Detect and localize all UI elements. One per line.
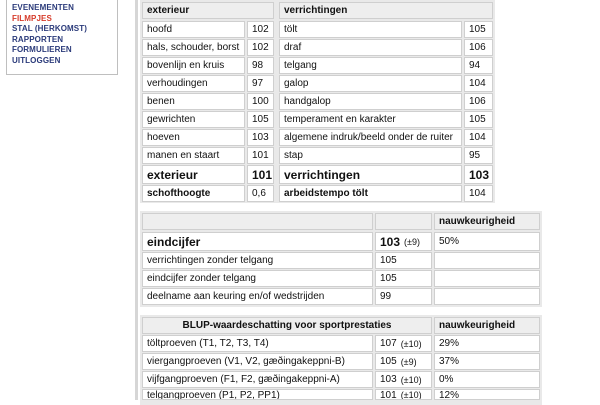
- exterieur-value: 102: [247, 21, 274, 38]
- verrichtingen-label: telgang: [279, 57, 462, 74]
- eindcijfer-label: eindcijfer: [142, 232, 373, 251]
- exterieur-label: verhoudingen: [142, 75, 245, 92]
- verrichtingen-value: 94: [464, 57, 493, 74]
- blup-row-margin: (±10): [400, 374, 422, 385]
- exterieur-value: 98: [247, 57, 274, 74]
- nav-item-stal[interactable]: STAL (HERKOMST): [12, 24, 87, 33]
- exterieur-value: 103: [247, 129, 274, 146]
- arbeidstempo-label: arbeidstempo tölt: [279, 185, 462, 202]
- verrichtingen-label: tölt: [279, 21, 462, 38]
- summary-row-label: deelname aan keuring en/of wedstrijden: [142, 288, 373, 305]
- exterieur-label: benen: [142, 93, 245, 110]
- eindcijfer-value: [375, 232, 432, 251]
- blup-row-label: töltproeven (T1, T2, T3, T4): [142, 335, 373, 352]
- content-divider: [135, 0, 138, 400]
- summary-row-accuracy: [434, 270, 540, 287]
- exterieur-label: hoofd: [142, 21, 245, 38]
- verrichtingen-label: draf: [279, 39, 462, 56]
- exterieur-header: exterieur: [142, 2, 274, 19]
- exterieur-label: hals, schouder, borst: [142, 39, 245, 56]
- blup-row-label: telgangproeven (P1, P2, PP1): [142, 389, 373, 400]
- verrichtingen-value: 104: [464, 129, 493, 146]
- summary-row-value: 105: [375, 270, 432, 287]
- nav-item-formulieren[interactable]: FORMULIEREN: [12, 45, 72, 54]
- blup-row-value: [375, 389, 432, 400]
- summary-header-blank: [142, 213, 373, 230]
- nav-item-filmpjes[interactable]: FILMPJES: [12, 13, 52, 23]
- blup-row-margin: (±9): [400, 356, 417, 367]
- schofthoogte-value: 0,6: [247, 185, 274, 202]
- blup-accuracy-header: nauwkeurigheid: [434, 317, 540, 334]
- eindcijfer-margin: (±9): [404, 236, 420, 247]
- exterieur-value: 100: [247, 93, 274, 110]
- blup-row-accuracy: 29%: [434, 335, 540, 352]
- verrichtingen-value: 106: [464, 93, 493, 110]
- blup-row-score: 107: [380, 338, 397, 349]
- verrichtingen-label: algemene indruk/beeld onder de ruiter: [279, 129, 462, 146]
- blup-row-label: viergangproeven (V1, V2, gæðingakeppni-B): [142, 353, 373, 370]
- nav-item-evenementen[interactable]: EVENEMENTEN: [12, 3, 74, 12]
- exterieur-label: hoeven: [142, 129, 245, 146]
- verrichtingen-value: 105: [464, 21, 493, 38]
- side-navigation: [6, 0, 118, 75]
- summary-row-label: verrichtingen zonder telgang: [142, 252, 373, 269]
- blup-row-accuracy: 0%: [434, 371, 540, 388]
- verrichtingen-value: 95: [464, 147, 493, 164]
- verrichtingen-header: verrichtingen: [279, 2, 493, 19]
- blup-row-score: 105: [380, 356, 397, 367]
- blup-row-value: [375, 353, 432, 370]
- blup-row-score: 103: [380, 374, 397, 385]
- blup-row-label: vijfgangproeven (F1, F2, gæðingakeppni-A): [142, 371, 373, 388]
- verrichtingen-total-label: verrichtingen: [279, 165, 462, 184]
- exterieur-label: gewrichten: [142, 111, 245, 128]
- verrichtingen-total-value: 103: [464, 165, 493, 184]
- summary-row-label: eindcijfer zonder telgang: [142, 270, 373, 287]
- verrichtingen-value: 106: [464, 39, 493, 56]
- exterieur-value: 102: [247, 39, 274, 56]
- schofthoogte-label: schofthoogte: [142, 185, 245, 202]
- verrichtingen-value: 105: [464, 111, 493, 128]
- verrichtingen-label: galop: [279, 75, 462, 92]
- exterieur-value: 97: [247, 75, 274, 92]
- verrichtingen-label: stap: [279, 147, 462, 164]
- nav-item-uitloggen[interactable]: UITLOGGEN: [12, 55, 61, 65]
- blup-row-value: [375, 335, 432, 352]
- nav-item-rapporten[interactable]: RAPPORTEN: [12, 34, 64, 44]
- arbeidstempo-value: 104: [464, 185, 493, 202]
- summary-row-accuracy: [434, 252, 540, 269]
- blup-row-accuracy: 37%: [434, 353, 540, 370]
- verrichtingen-label: handgalop: [279, 93, 462, 110]
- summary-row-accuracy: [434, 288, 540, 305]
- summary-row-value: 99: [375, 288, 432, 305]
- eindcijfer-accuracy: 50%: [434, 232, 540, 251]
- exterieur-value: 101: [247, 147, 274, 164]
- verrichtingen-value: 104: [464, 75, 493, 92]
- summary-accuracy-header: nauwkeurigheid: [434, 213, 540, 230]
- blup-row-score: 101: [380, 390, 397, 400]
- blup-row-margin: (±10): [400, 390, 422, 400]
- eindcijfer-score: 103: [380, 234, 401, 249]
- blup-header: BLUP-waardeschatting voor sportprestaties: [142, 317, 432, 334]
- exterieur-total-value: 101: [247, 165, 274, 184]
- exterieur-value: 105: [247, 111, 274, 128]
- exterieur-label: bovenlijn en kruis: [142, 57, 245, 74]
- summary-row-value: 105: [375, 252, 432, 269]
- exterieur-label: manen en staart: [142, 147, 245, 164]
- exterieur-total-label: exterieur: [142, 165, 245, 184]
- verrichtingen-label: temperament en karakter: [279, 111, 462, 128]
- summary-header-value-blank: [375, 213, 432, 230]
- blup-row-accuracy: 12%: [434, 389, 540, 400]
- blup-row-value: [375, 371, 432, 388]
- blup-row-margin: (±10): [400, 338, 422, 349]
